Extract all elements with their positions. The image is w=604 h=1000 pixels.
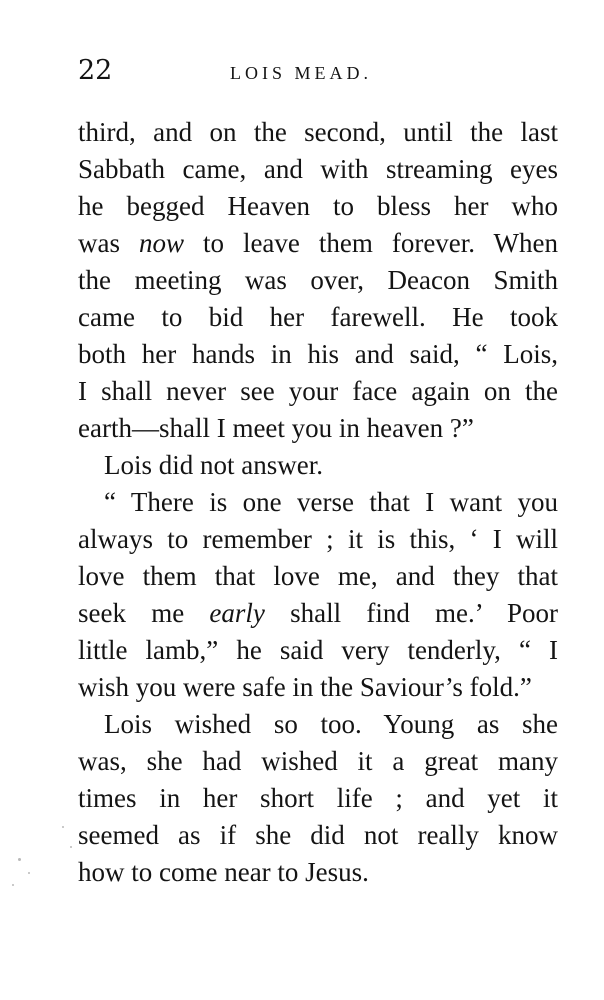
text-segment: to leave them forever. When (183, 228, 558, 258)
text-segment: Lois did not answer. (104, 450, 323, 480)
text-segment: Sabbath came, and with streaming eyes (78, 154, 558, 184)
text-line (78, 410, 558, 447)
italic-text: early (209, 598, 265, 628)
text-segment: earth—shall I meet you in heaven ?” (78, 413, 474, 443)
text-line (78, 151, 558, 188)
text-segment: came to bid her farewell. He took (78, 302, 558, 332)
text-segment: seek me (78, 598, 210, 628)
text-segment: he begged Heaven to bless her who (78, 191, 558, 221)
text-segment: seemed as if she did not really know (78, 820, 558, 850)
text-segment: was, she had wished it a great many (78, 746, 558, 776)
text-segment: times in her short life ; and yet it (78, 783, 558, 813)
text-line (78, 595, 558, 632)
text-line (78, 225, 558, 262)
text-line (78, 521, 558, 558)
text-segment: was (78, 228, 139, 258)
text-line (78, 817, 558, 854)
running-head: LOIS MEAD. (230, 63, 372, 83)
text-line (78, 743, 558, 780)
text-line (78, 336, 558, 373)
italic-text: now (138, 228, 184, 258)
print-speck (12, 884, 14, 886)
text-segment: both her hands in his and said, “ Lois, (78, 339, 558, 369)
text-segment: love them that love me, and they that (78, 561, 558, 591)
text-segment: Lois wished so too. Young as she (104, 709, 558, 739)
text-line (78, 299, 558, 336)
text-line (78, 447, 558, 484)
text-segment: the meeting was over, Deacon Smith (78, 265, 558, 295)
text-line (78, 854, 558, 891)
text-line (78, 373, 558, 410)
text-line (78, 558, 558, 595)
text-line (78, 780, 558, 817)
text-line (78, 706, 558, 743)
print-speck (18, 858, 21, 861)
print-speck (62, 826, 64, 828)
text-segment: how to come near to Jesus. (78, 857, 369, 887)
text-segment: wish you were safe in the Saviour’s fold.” (78, 672, 532, 702)
text-segment: I shall never see your face again on the (78, 376, 558, 406)
print-speck (70, 846, 72, 848)
text-segment: “ There is one verse that I want you (104, 487, 558, 517)
text-line (78, 262, 558, 299)
text-segment: third, and on the second, until the last (78, 117, 558, 147)
text-line (78, 632, 558, 669)
page-number: 22 (78, 55, 113, 86)
text-line (78, 669, 558, 706)
text-segment: little lamb,” he said very tenderly, “ I (78, 635, 558, 665)
print-speck (28, 872, 30, 874)
text-line (78, 114, 558, 151)
text-line (78, 484, 558, 521)
text-segment: always to remember ; it is this, ‘ I will (78, 524, 558, 554)
body-text (78, 114, 558, 891)
text-line (78, 188, 558, 225)
text-segment: shall find me.’ Poor (264, 598, 558, 628)
